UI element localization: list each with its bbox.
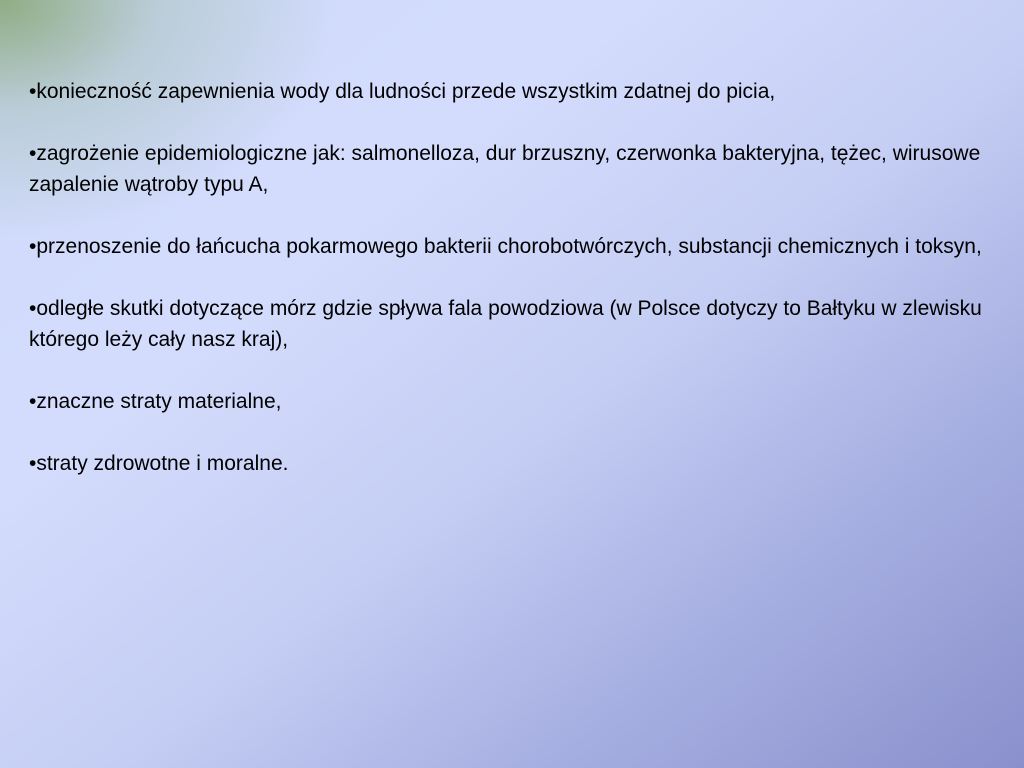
bullet-item-water-supply: •konieczność zapewnienia wody dla ludności przede wszystkim zdatnej do picia, xyxy=(29,80,776,103)
bullet-item-health-losses: •straty zdrowotne i moralne. xyxy=(29,452,289,475)
bullet-item-food-chain: •przenoszenie do łańcucha pokarmowego bakterii chorobotwórczych, substancji chemicznych i toksyn, xyxy=(29,235,982,258)
bullet-list xyxy=(29,76,989,510)
bullet-item-sea-effects: •odległe skutki dotyczące mórz gdzie spływa fala powodziowa (w Polsce dotyczy to Bałtyku w zlewisku którego leży cały nasz kraj), xyxy=(29,297,982,351)
bullet-item-epidemiological-threat: •zagrożenie epidemiologiczne jak: salmonelloza, dur brzuszny, czerwonka bakteryjna, tężec, wirusowe zapalenie wątroby typu A, xyxy=(29,142,981,196)
bullet-item-material-losses: •znaczne straty materialne, xyxy=(29,390,282,413)
